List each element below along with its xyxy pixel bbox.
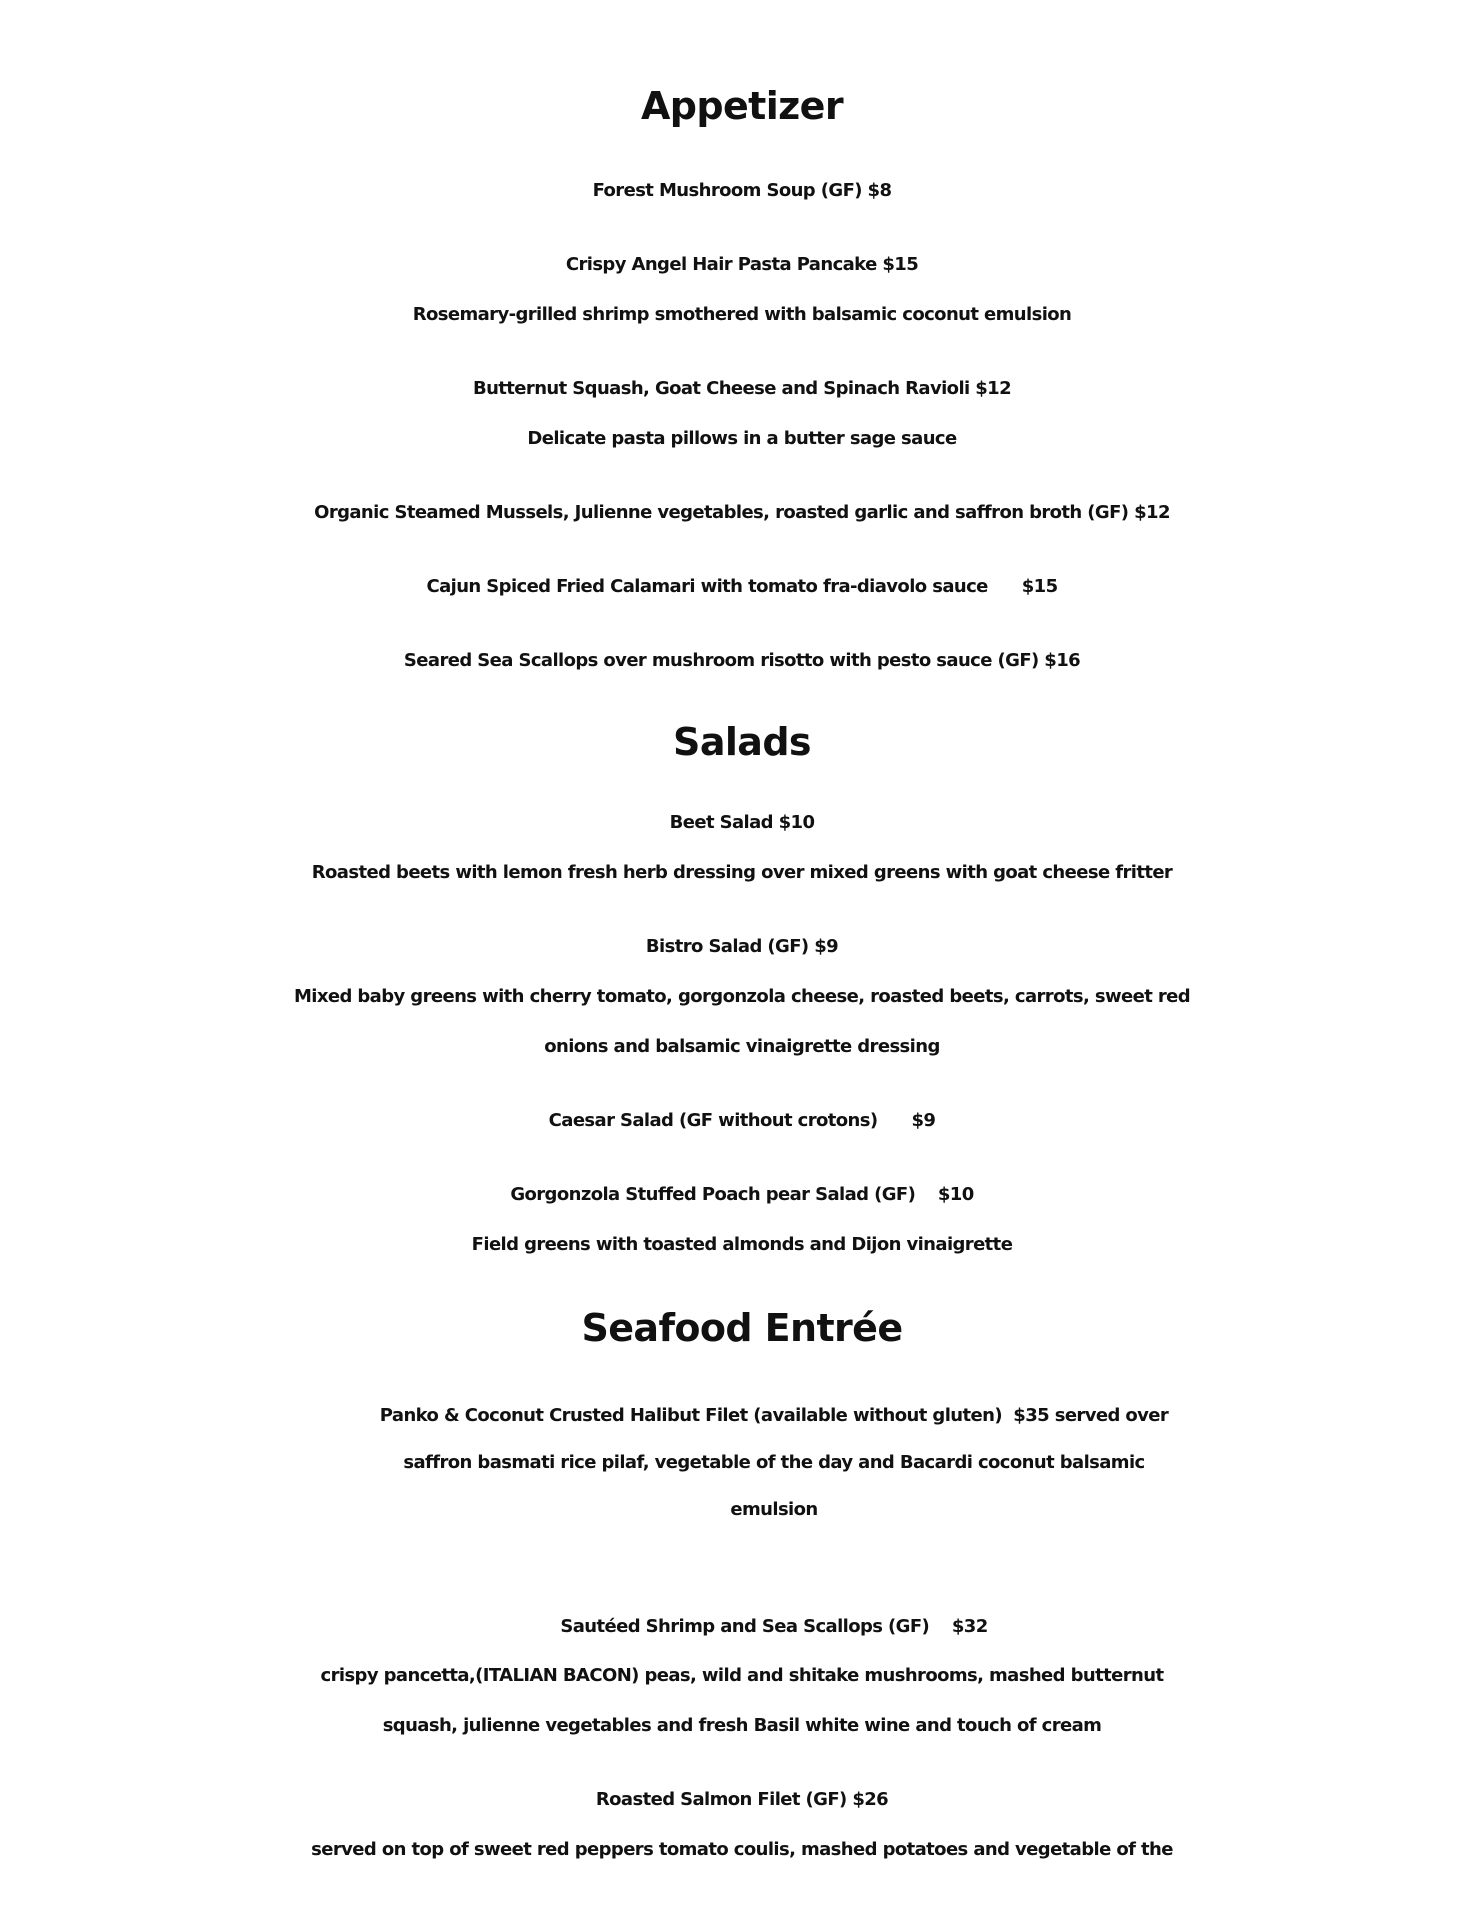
menu-item-pear-salad-description: Field greens with toasted almonds and Dijon vinaigrette <box>471 1234 1013 1255</box>
menu-item-pear-salad: Gorgonzola Stuffed Poach pear Salad (GF) $10 <box>510 1184 974 1205</box>
seafood-entree-heading: Seafood Entrée <box>581 1306 903 1350</box>
menu-item-halibut-2: saffron basmati rice pilaf, vegetable of the day and Bacardi coconut balsamic <box>403 1452 1145 1473</box>
menu-item-beet-salad-description: Roasted beets with lemon fresh herb dressing over mixed greens with goat cheese fritter <box>311 862 1173 883</box>
menu-item-beet-salad: Beet Salad $10 <box>669 812 815 833</box>
menu-item-bistro-salad-description-1: Mixed baby greens with cherry tomato, gorgonzola cheese, roasted beets, carrots, sweet red <box>293 986 1191 1007</box>
menu-item-salmon-description: served on top of sweet red peppers tomato coulis, mashed potatoes and vegetable of the <box>311 1839 1173 1860</box>
menu-item-calamari: Cajun Spiced Fried Calamari with tomato fra-diavolo sauce $15 <box>426 576 1058 597</box>
menu-item-ravioli-description: Delicate pasta pillows in a butter sage sauce <box>527 428 957 449</box>
appetizer-heading: Appetizer <box>640 84 843 128</box>
menu-item-halibut-1: Panko & Coconut Crusted Halibut Filet (available without gluten) $35 served over <box>379 1405 1169 1426</box>
menu-item-halibut-3: emulsion <box>730 1499 818 1520</box>
menu-item-bistro-salad: Bistro Salad (GF) $9 <box>645 936 839 957</box>
menu-item-pasta-pancake-description: Rosemary-grilled shrimp smothered with balsamic coconut emulsion <box>412 304 1072 325</box>
menu-item-bistro-salad-description-2: onions and balsamic vinaigrette dressing <box>544 1036 940 1057</box>
menu-item-sea-scallops: Seared Sea Scallops over mushroom risotto with pesto sauce (GF) $16 <box>403 650 1081 671</box>
salads-heading: Salads <box>673 720 811 764</box>
menu-item-mussels: Organic Steamed Mussels, Julienne vegetables, roasted garlic and saffron broth (GF) $12 <box>314 502 1170 523</box>
menu-item-caesar-salad: Caesar Salad (GF without crotons) $9 <box>548 1110 936 1131</box>
menu-item-salmon: Roasted Salmon Filet (GF) $26 <box>595 1789 889 1810</box>
menu-item-ravioli: Butternut Squash, Goat Cheese and Spinach Ravioli $12 <box>472 378 1012 399</box>
menu-item-shrimp-scallops-description-1: crispy pancetta,(ITALIAN BACON) peas, wild and shitake mushrooms, mashed butternut <box>320 1665 1164 1686</box>
menu-item-shrimp-scallops-description-2: squash, julienne vegetables and fresh Basil white wine and touch of cream <box>382 1715 1102 1736</box>
menu-item-shrimp-scallops: Sautéed Shrimp and Sea Scallops (GF) $32 <box>560 1616 988 1637</box>
menu-item-mushroom-soup: Forest Mushroom Soup (GF) $8 <box>592 180 892 201</box>
menu-item-pasta-pancake: Crispy Angel Hair Pasta Pancake $15 <box>565 254 919 275</box>
